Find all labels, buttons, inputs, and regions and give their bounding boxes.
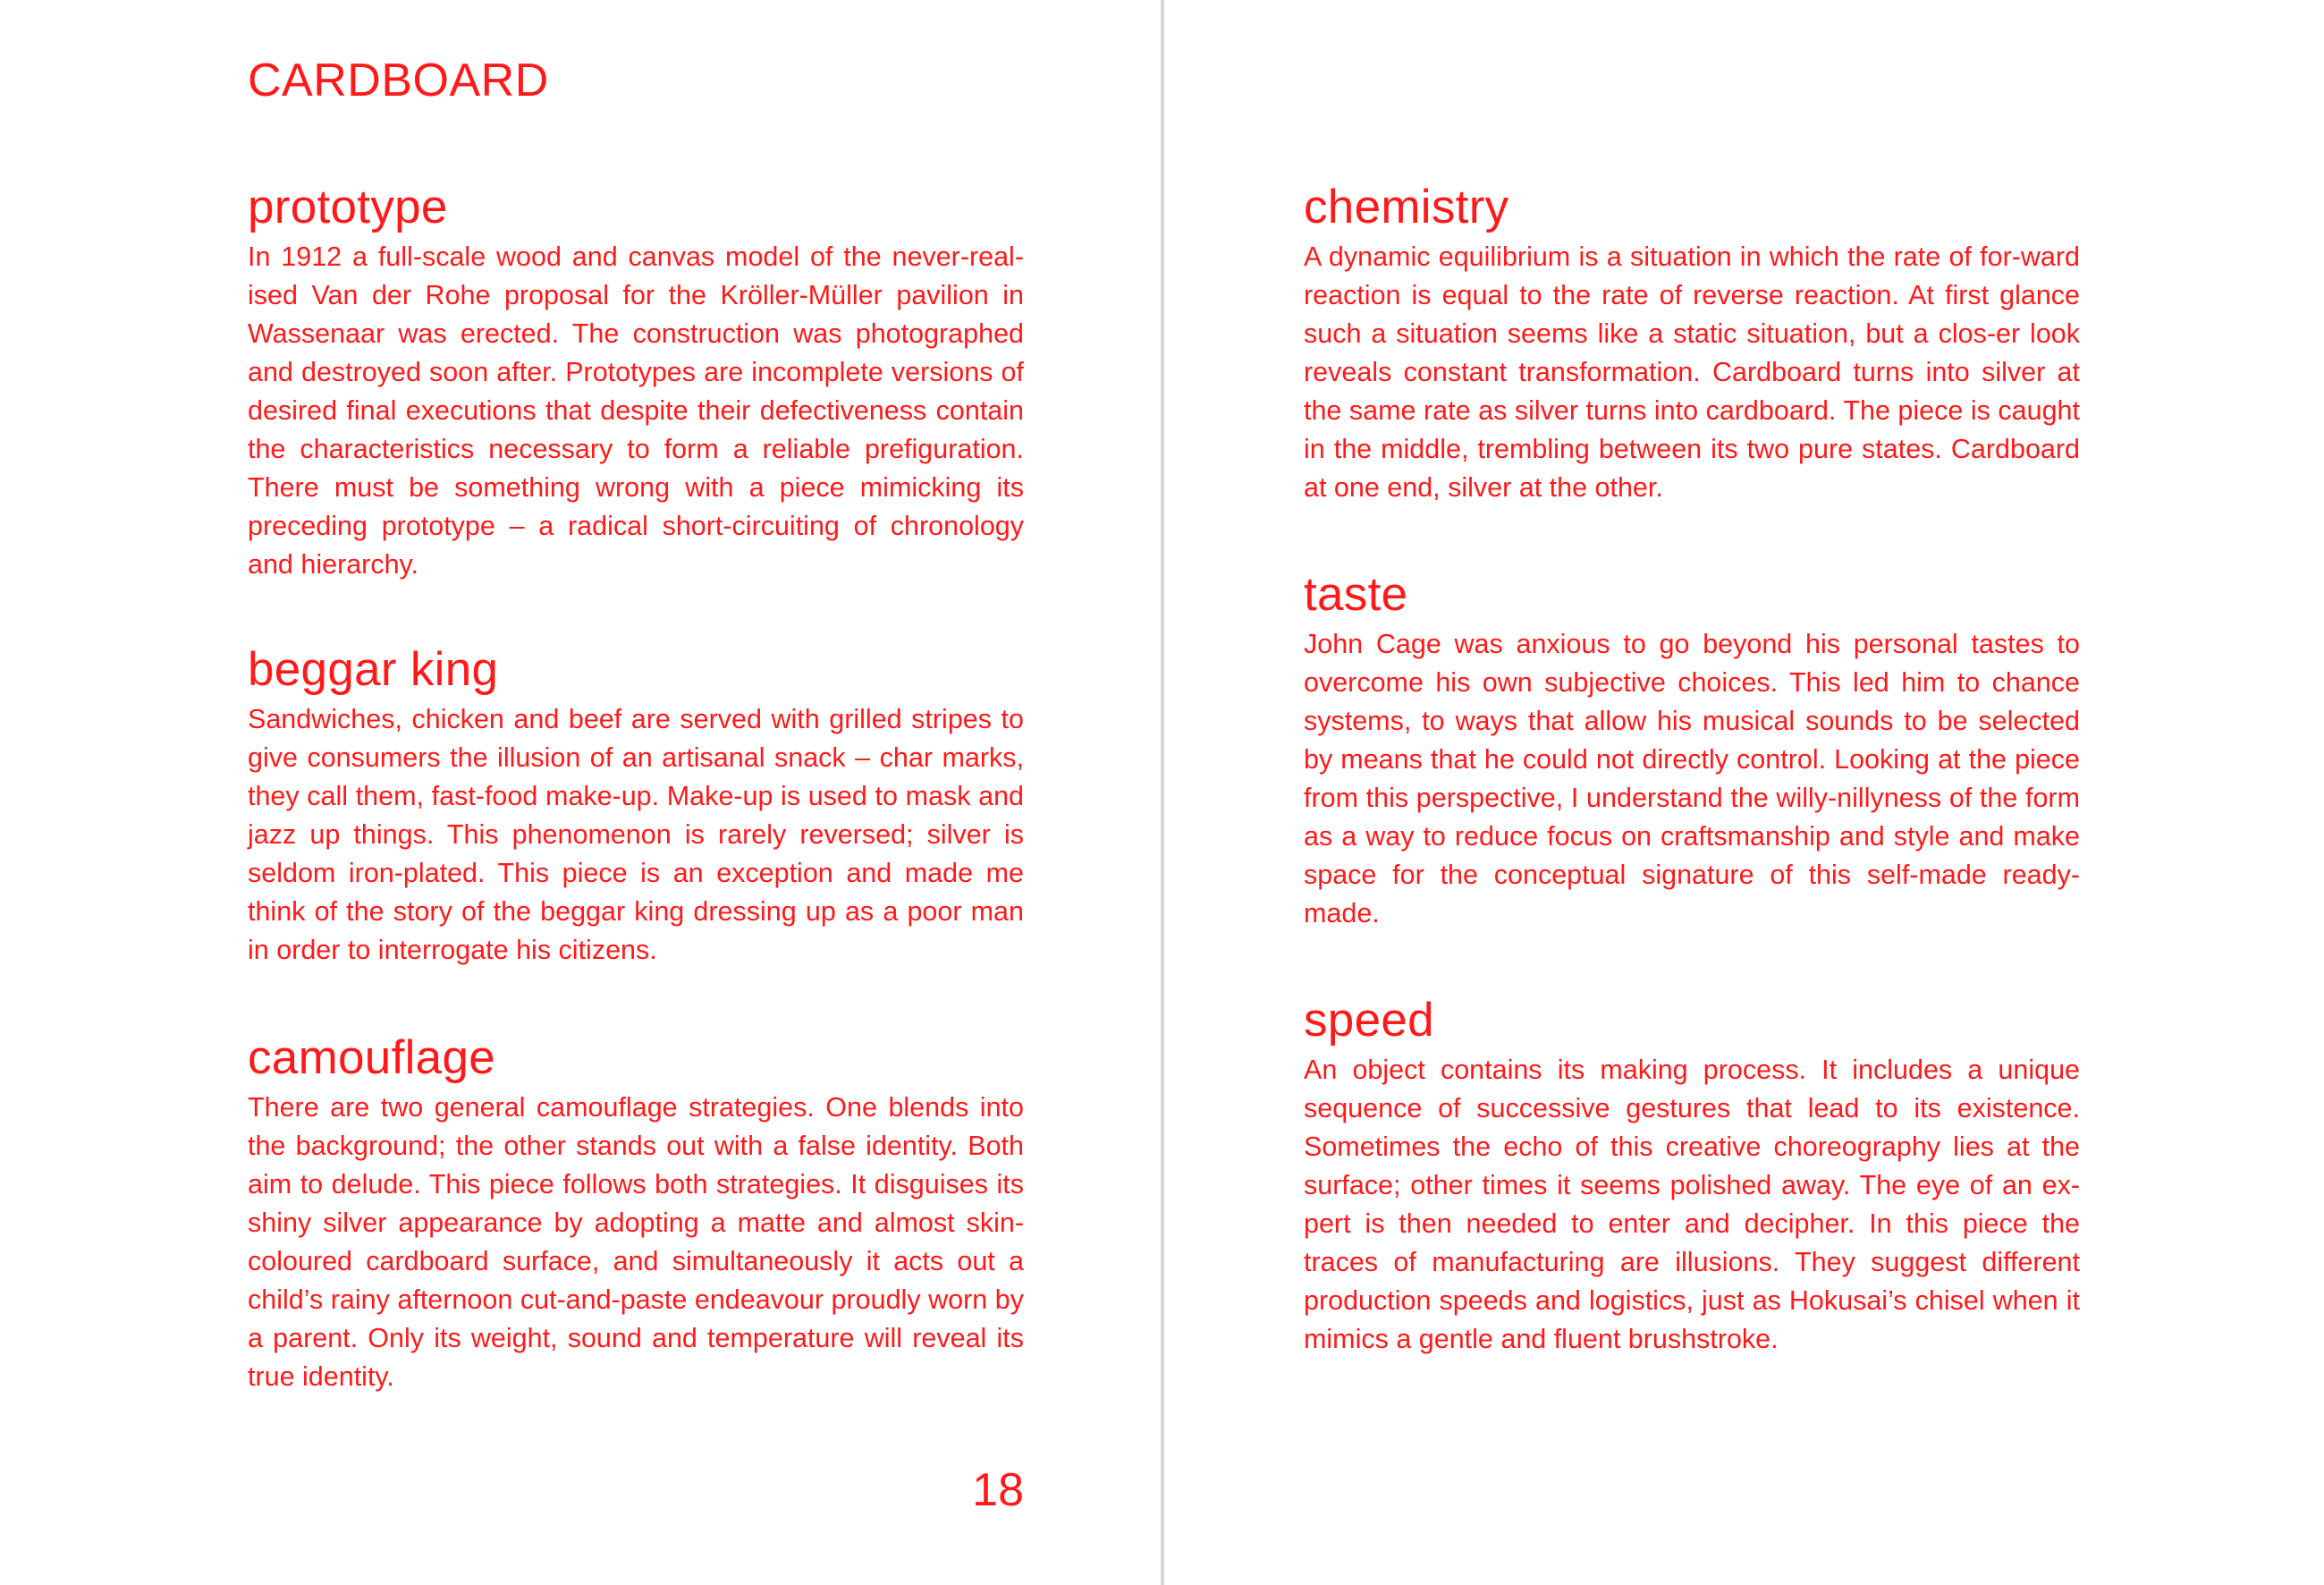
- section-body: There are two general camouflage strategies. One blends into the background; the other stands out with a false identity. Both aim to delude. This piece follows both strategies. It disguises its shiny silver appearance by adopting a matte and almost skin-coloured cardboard surface, and simultaneously it acts out a child’s rainy afternoon cut-and-paste endeavour proudly worn by a parent. Only its weight, sound and temperature will reveal its true identity.: [248, 1091, 1024, 1392]
- section-body: Sandwiches, chicken and beef are served with grilled stripes to give consumers the illusion of an artisanal snack – char marks, they call them, fast-food make-up. Make-up is used to mask and jazz up things. This phenomenon is rarely reversed; silver is seldom iron-plated. This piece is an exception and made me think of the story of the beggar king dressing up as a poor man in order to interrogate his citizens.: [248, 703, 1024, 965]
- section-heading: beggar king: [248, 643, 499, 696]
- section-body: John Cage was anxious to go beyond his personal tastes to overcome his own subjective choices. This led him to chance systems, to ways that allow his musical sounds to be selected by means that he could not directly control. Looking at the piece from this perspective, I understand the willy-nillyness of the form as a way to reduce focus on craftsmanship and style and make space for the conceptual signature of this self-made ready-made.: [1304, 628, 2080, 928]
- section-body: In 1912 a full-scale wood and canvas model of the never-real-ised Van der Rohe proposal for the Kröller-Müller pavilion in Wassenaar was erected. The construction was photographed and destroyed soon after. Prototypes are incomplete versions of desired final executions that despite their defectiveness contain the characteristics necessary to form a reliable prefiguration. There must be something wrong with a piece mimicking its preceding prototype – a radical short-circuiting of chronology and hierarchy.: [248, 241, 1024, 580]
- section-body: An object contains its making process. It includes a unique sequence of successive gestures that lead to its existence. Sometimes the echo of this creative choreography lies at the surface; other times it seems polished away. The eye of an ex-pert is then needed to enter and decipher. In this piece the traces of manufacturing are illusions. They suggest different production speeds and logistics, just as Hokusai’s chisel when it mimics a gentle and fluent brushstroke.: [1304, 1054, 2080, 1354]
- section-beggar-king: [248, 645, 1024, 970]
- section-speed: [1304, 996, 2080, 1359]
- right-page: [1164, 0, 2324, 1585]
- section-heading: camouflage: [248, 1031, 496, 1084]
- section-camouflage: [248, 1033, 1024, 1396]
- section-heading: speed: [1304, 994, 1434, 1047]
- section-chemistry: [1304, 182, 2080, 507]
- section-heading: prototype: [248, 181, 448, 233]
- running-title: CARDBOARD: [248, 55, 549, 106]
- section-prototype: [248, 182, 1024, 584]
- page-number: 18: [972, 1464, 1024, 1516]
- section-taste: [1304, 570, 2080, 933]
- section-heading: chemistry: [1304, 181, 1509, 233]
- section-heading: taste: [1304, 568, 1408, 621]
- section-body: A dynamic equilibrium is a situation in which the rate of for-ward reaction is equal to the rate of reverse reaction. At first glance such a situation seems like a static situation, but a clos-er look reveals constant transformation. Cardboard turns into silver at the same rate as silver turns into cardboard. The piece is caught in the middle, trembling between its two pure states. Cardboard at one end, silver at the other.: [1304, 241, 2080, 503]
- left-page: [0, 0, 1161, 1585]
